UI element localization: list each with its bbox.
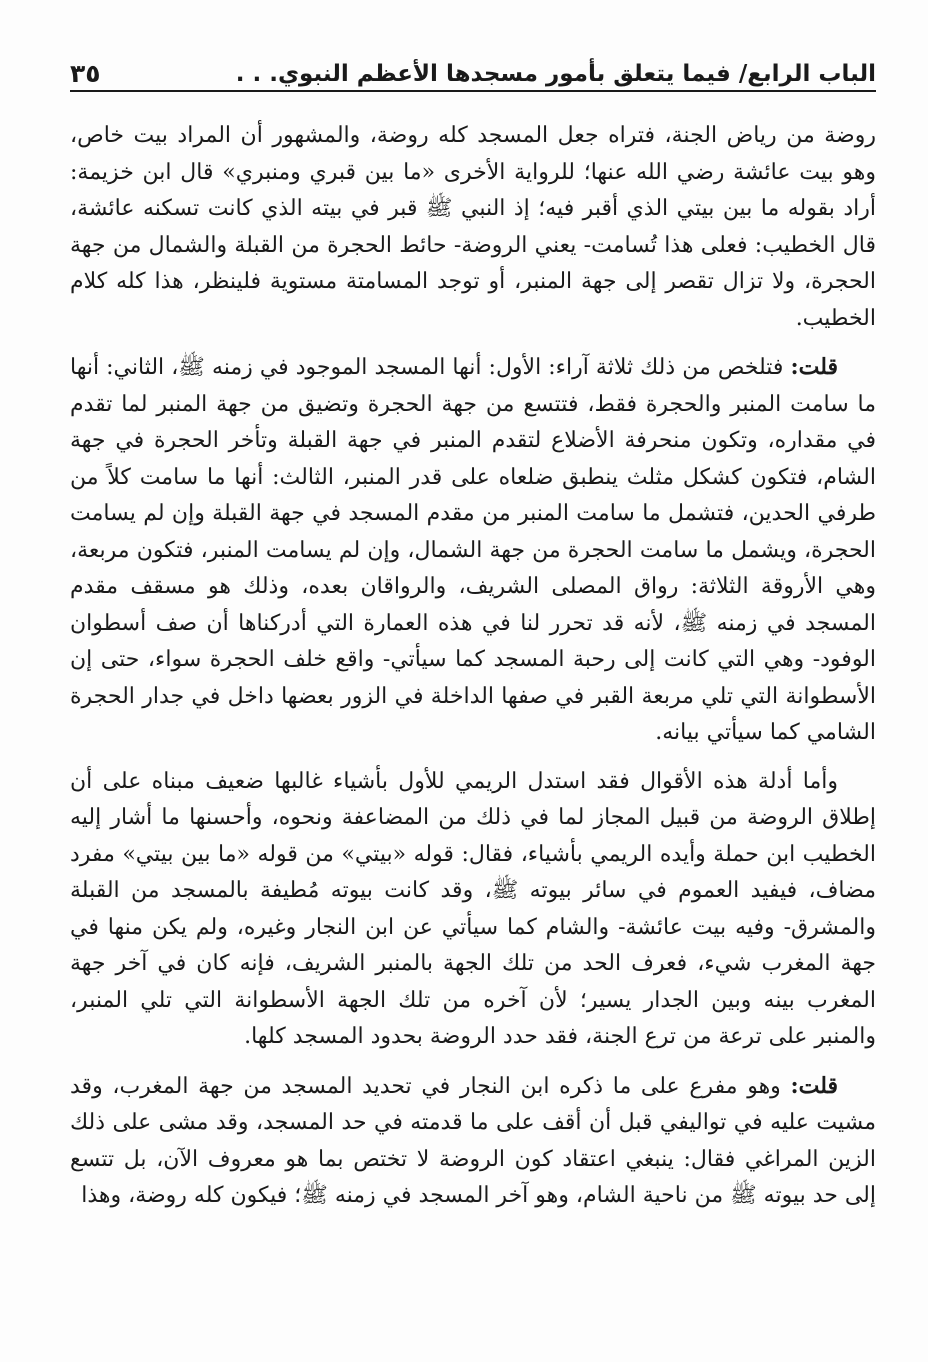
paragraph-lead: قلت:: [790, 1072, 838, 1099]
page-number: ٣٥: [70, 59, 101, 88]
running-header: [70, 44, 876, 88]
paragraph-text: فتلخص من ذلك ثلاثة آراء: الأول: أنها المسجد الموجود في زمنه ﷺ، الثاني: أنها ما سامت المنبر والحجرة فقط، فتتسع من جهة الحجرة وتضيق من جهة المنبر لما تقدم في مقداره، وتكون منحرفة الأضلاع لتقدم المنبر في جهة القبلة وتأخر الحجرة في جهة الشام، فتكون كشكل مثلث ينطبق ضلعاه على قدر المنبر، الثالث: أنها ما سامت كلاً من طرفي الحدين، فتشمل ما سامت المنبر من مقدم المسجد في جهة القبلة وإن لم يسامت الحجرة، ويشمل ما سامت الحجرة من جهة الشمال، وإن لم يسامت المنبر، فتكون مربعة، وهي الأروقة الثلاثة: رواق المصلى الشريف، والرواقان بعده، وذلك هو مسقف مقدم المسجد في زمنه ﷺ، لأنه قد تحرر لنا في هذه العمارة التي أدركناها أن صف أسطوان الوفود- وهي التي كانت إلى رحبة المسجد كما سيأتي- واقع خلف الحجرة سواء، حتى إن الأسطوانة التي تلي مربعة القبر في صفها الداخلة في الزور بعضها داخل في جدار الحجرة الشامي كما سيأتي بيانه.: [70, 355, 876, 745]
paragraph-text: وهو مفرع على ما ذكره ابن النجار في تحديد المسجد من جهة المغرب، وقد مشيت عليه في توالیفي قبل أن أقف على ما قدمته في حد المسجد، وقد مشى على ذلك الزين المراغي فقال: ينبغي اعتقاد كون الروضة لا تختص بما هو معروف الآن، بل تتسع إلى حد بيوته ﷺ من ناحية الشام، وهو آخر المسجد في زمنه ﷺ؛ فيكون كله روضة، وهذا: [70, 1073, 876, 1208]
paragraph: [70, 118, 876, 337]
paragraph-text: روضة من رياض الجنة، فتراه جعل المسجد كله روضة، والمشهور أن المراد بيت خاص، وهو بيت عائشة رضي الله عنها؛ للرواية الأخرى «ما بين قبري ومنبري» قال ابن خزيمة: أراد بقوله ما بين بيتي الذي أقبر فيه؛ إذ النبي ﷺ قبر في بيته الذي كانت تسكنه عائشة، قال الخطيب: فعلى هذا تُسامت- يعني الروضة- حائط الحجرة من القبلة والشمال من جهة الحجرة، ولا تزال تقصر إلى جهة المنبر، أو توجد المسامتة مستوية فلينظر، هذا كله كلام الخطيب.: [70, 123, 876, 331]
paragraph-lead: قلت:: [790, 354, 838, 380]
page-body: [70, 118, 876, 1227]
paragraph: [70, 764, 876, 1056]
paragraph: [70, 1068, 876, 1215]
chapter-title: الباب الرابع/ فيما يتعلق بأمور مسجدها الأعظم النبوي. . .: [235, 61, 876, 87]
header-divider: [70, 90, 876, 92]
paragraph: [70, 349, 876, 752]
paragraph-text: وأما أدلة هذه الأقوال فقد استدل الريمي للأول بأشياء غالبها ضعيف مبناه على أن إطلاق الروضة من قبيل المجاز لما في ذلك من المضاعفة ونحوه، وأحسنها ما أشار إليه الخطيب ابن حملة وأيده الريمي بأشياء، فقال: قوله «بيتي» من قوله «ما بين بيتي» مفرد مضاف، فيفيد العموم في سائر بيوته ﷺ، وقد كانت بيوته مُطيفة بالمسجد من القبلة والمشرق- وفيه بيت عائشة- والشام كما سيأتي عن ابن النجار وغيره، ولم يكن منها في جهة المغرب شيء، فعرف الحد من تلك الجهة بالمنبر الشريف، فإنه كان في آخر جهة المغرب بينه وبين الجدار يسير؛ لأن آخره من تلك الجهة الأسطوانة التي تلي المنبر، والمنبر على ترعة من ترع الجنة، فقد حدد الروضة بحدود المسجد كلها.: [70, 768, 877, 1049]
